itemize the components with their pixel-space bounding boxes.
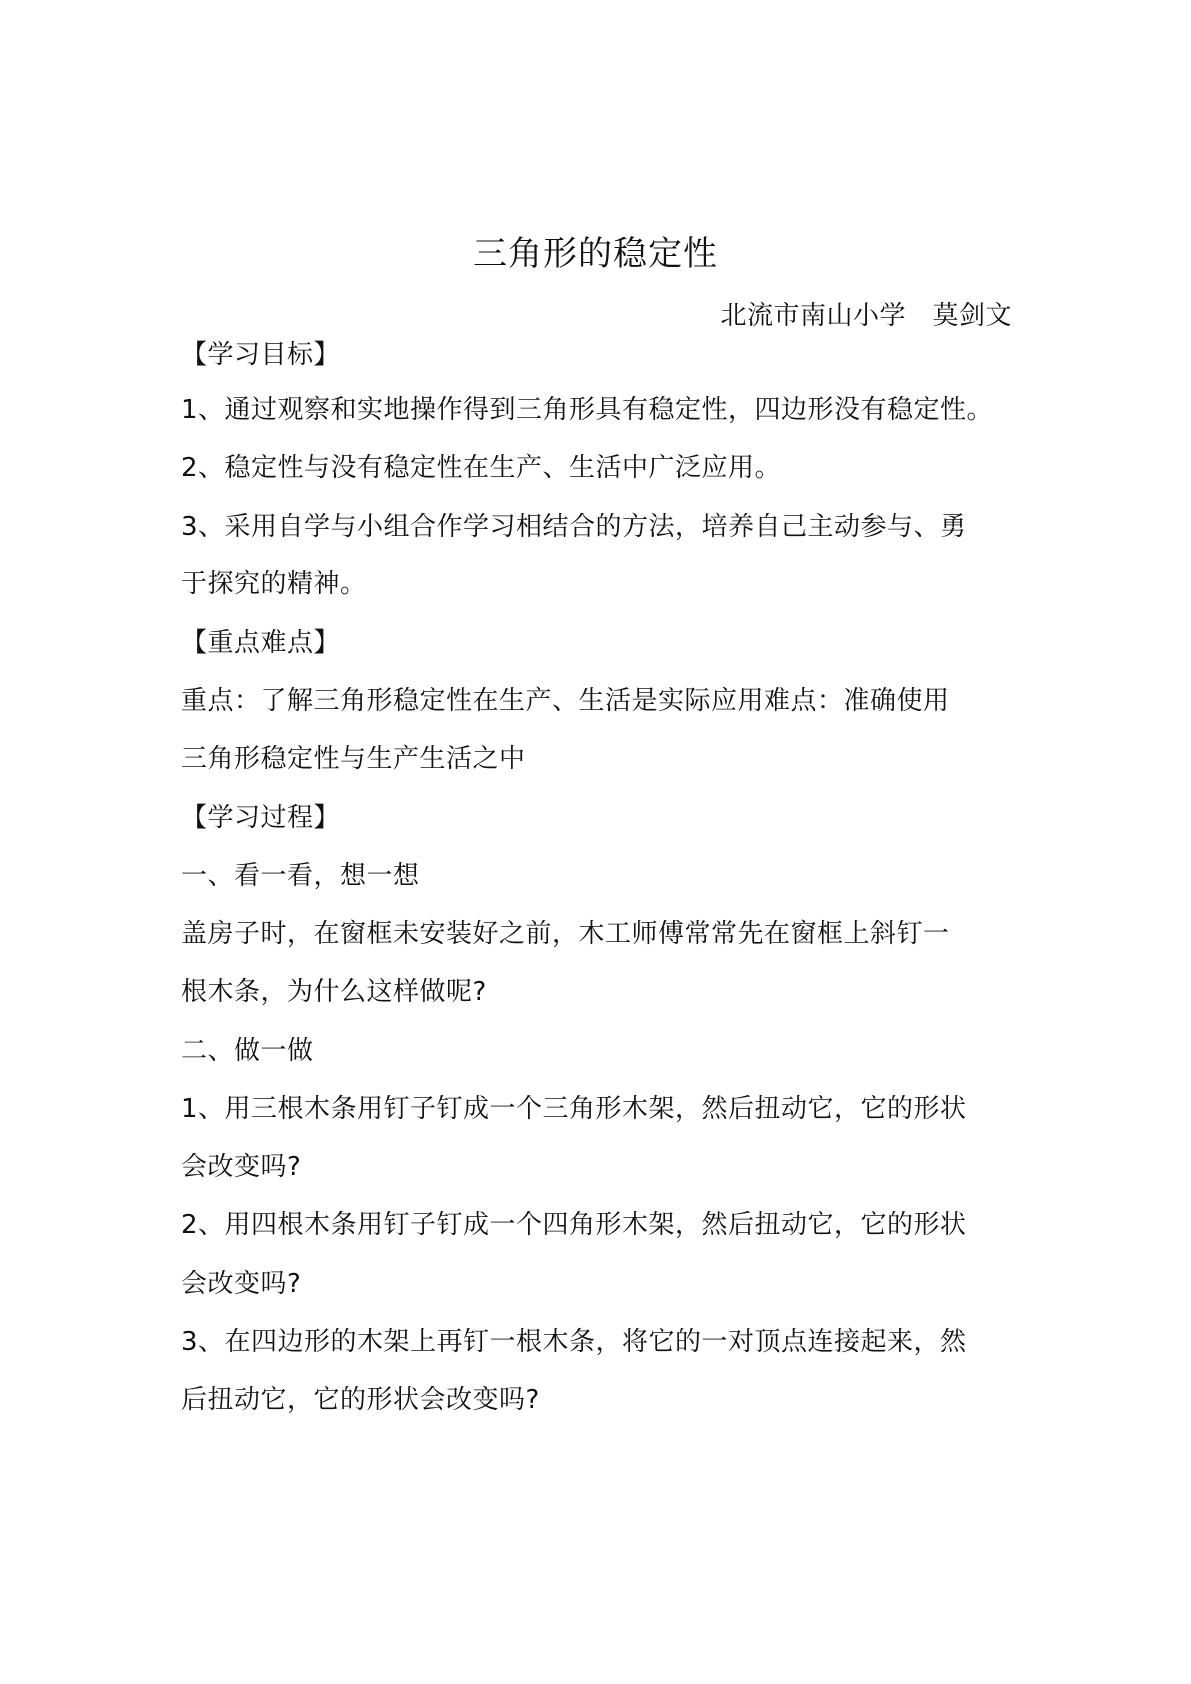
section-heading-objectives: 【学习目标】 <box>181 340 341 370</box>
author-line: 北流市南山小学 莫剑文 <box>720 301 1012 331</box>
step-2-heading: 二、做一做 <box>181 1036 314 1066</box>
step-1-heading: 一、看一看，想一想 <box>181 861 420 891</box>
step-1-text-cont: 根木条，为什么这样做呢? <box>181 977 487 1007</box>
section-heading-key-points: 【重点难点】 <box>181 628 341 658</box>
objective-3-cont: 于探究的精神。 <box>181 569 367 599</box>
step-1-text: 盖房子时，在窗框未安装好之前，木工师傅常常先在窗框上斜钉一 <box>181 919 950 949</box>
key-points-text: 重点：了解三角形稳定性在生产、生活是实际应用难点：准确使用 <box>181 686 950 716</box>
task-1: 1、用三根木条用钉子钉成一个三角形木架，然后扭动它，它的形状 <box>181 1094 967 1124</box>
task-2-cont: 会改变吗? <box>181 1269 302 1299</box>
section-heading-process: 【学习过程】 <box>181 803 341 833</box>
task-1-cont: 会改变吗? <box>181 1152 302 1182</box>
task-3: 3、在四边形的木架上再钉一根木条，将它的一对顶点连接起来，然 <box>181 1327 967 1357</box>
task-2: 2、用四根木条用钉子钉成一个四角形木架，然后扭动它，它的形状 <box>181 1210 967 1240</box>
document-title: 三角形的稳定性 <box>473 234 718 274</box>
key-points-text-cont: 三角形稳定性与生产生活之中 <box>181 744 526 774</box>
objective-3: 3、采用自学与小组合作学习相结合的方法，培养自己主动参与、勇 <box>181 512 967 542</box>
task-3-cont: 后扭动它，它的形状会改变吗? <box>181 1385 540 1415</box>
objective-1: 1、通过观察和实地操作得到三角形具有稳定性，四边形没有稳定性。 <box>181 395 994 425</box>
objective-2: 2、稳定性与没有稳定性在生产、生活中广泛应用。 <box>181 453 782 483</box>
